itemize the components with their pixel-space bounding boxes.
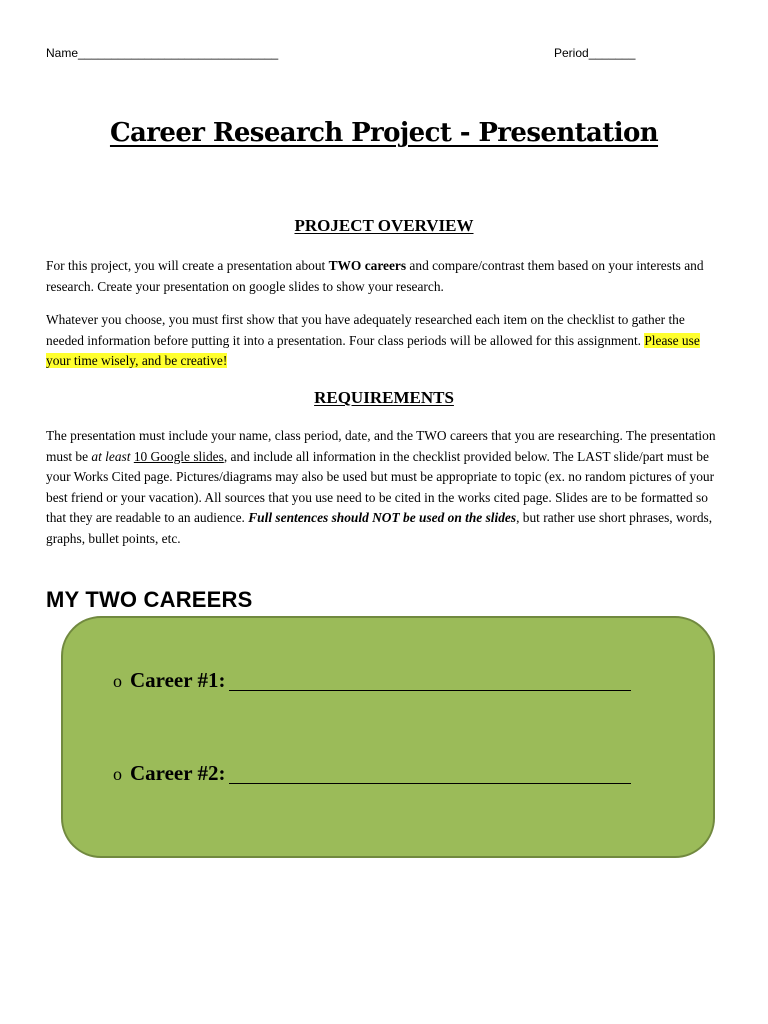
at-least-italic: at least: [91, 448, 131, 464]
project-overview-heading: PROJECT OVERVIEW: [294, 216, 474, 235]
requirements-heading: REQUIREMENTS: [314, 388, 454, 407]
career-2-row: [113, 761, 631, 786]
overview-p2-text: Whatever you choose, you must first show that you have adequately researched each item on the checklist to gather the needed information before putting it into a presentation. Four class periods will be allowed for this assignment.: [46, 312, 685, 348]
bullet-icon: o: [113, 671, 122, 691]
bullet-icon: o: [113, 764, 122, 784]
overview-p1-text-end: and compare/contrast them based on your interests and research. Create your presentation on google slides to show your research.: [46, 258, 704, 294]
highlighted-reminder: Please use your time wisely, and be creative!: [46, 332, 700, 369]
career-1-row: [113, 668, 631, 693]
career-1-blank: [229, 689, 631, 691]
careers-box: [61, 616, 715, 858]
requirements-text-1: The presentation must include your name, class period, date, and the TWO careers that you are researching. The presentation must be: [46, 428, 716, 464]
my-two-careers-heading: MY TWO CAREERS: [46, 587, 253, 612]
career-2-blank: [229, 782, 631, 784]
requirements-text-2: , and include all information in the checklist provided below. The LAST slide/part must be your Works Cited page. Pictures/diagrams may also be used but must be appropriate to topic (ex. no random pictures of your best friend or your vacation). All sources that you use need to be cited in the works cited page. Slides are to be formatted so that they are readable to an audience.: [46, 448, 715, 526]
requirements-paragraph: [46, 426, 726, 550]
overview-paragraph-2: [46, 310, 726, 372]
career-2-label: Career #2:: [130, 761, 226, 785]
page-title: Career Research Project - Presentation: [109, 118, 659, 148]
career-1-label: Career #1:: [130, 668, 226, 692]
requirements-text-3: , but rather use short phrases, words, graphs, bullet points, etc.: [46, 510, 713, 546]
full-sentences-warning: Full sentences should NOT be used on the slides: [248, 510, 517, 526]
period-field: Period_______: [554, 46, 636, 60]
ten-slides-underline: 10 Google slides: [133, 448, 224, 464]
two-careers-bold: TWO careers: [328, 258, 407, 273]
overview-paragraph-1: [46, 256, 726, 297]
name-field: Name______________________________: [46, 46, 279, 60]
overview-p1-text-start: For this project, you will create a presentation about: [46, 258, 329, 273]
